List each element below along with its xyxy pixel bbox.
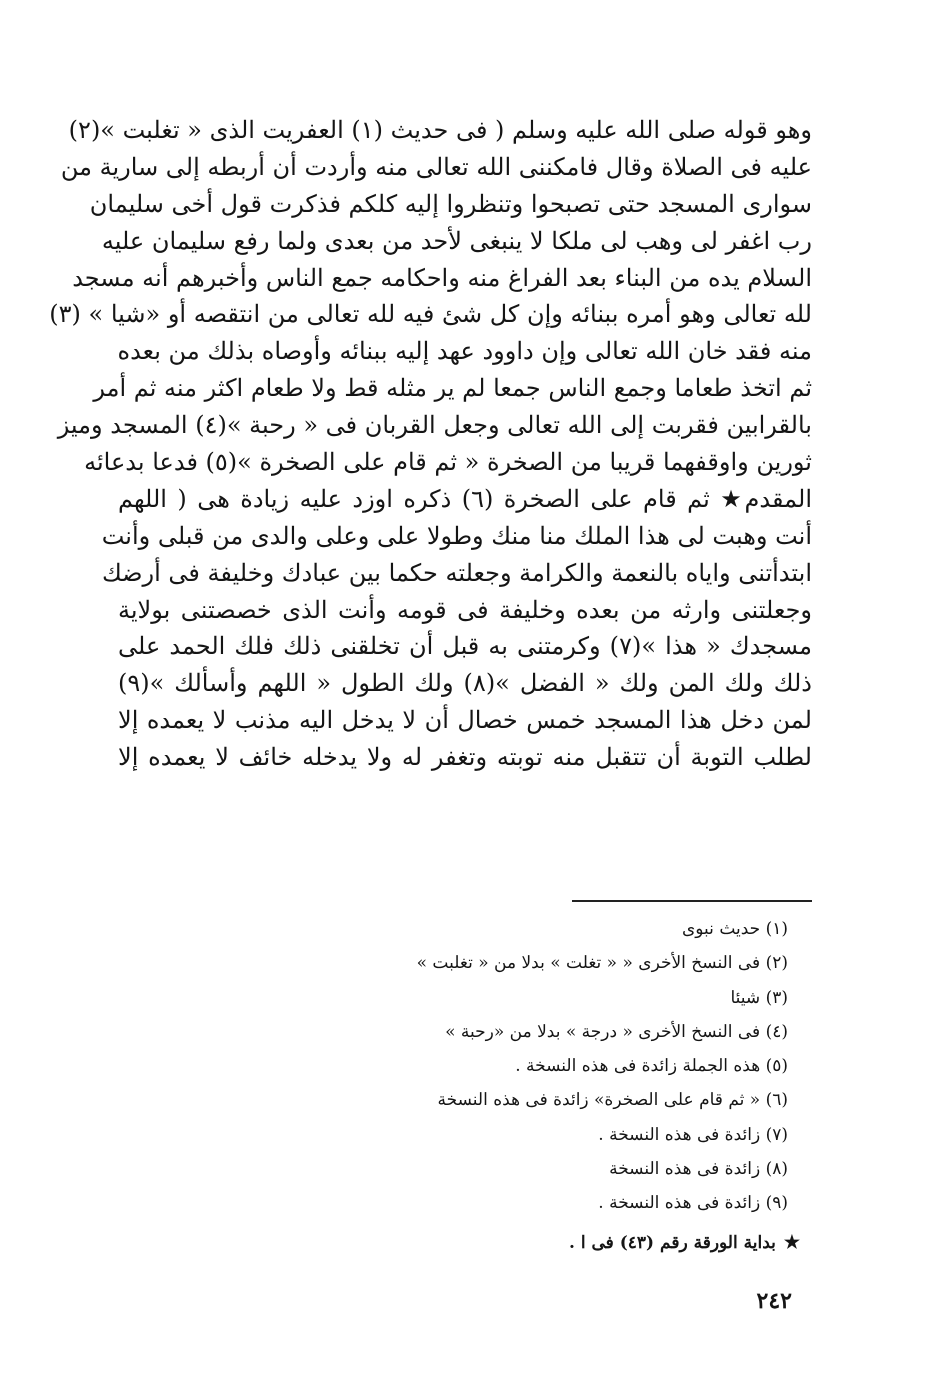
- text-line: ثورين واوقفهما قريبا من الصخرة « ثم قام على الصخرة »(٥) فدعا بدعائه: [84, 448, 812, 477]
- page-number: ٢٤٢: [756, 1288, 792, 1314]
- footnote-item: (٧) زائدة فى هذه النسخة .: [598, 1124, 788, 1145]
- text-line: ابتدأتنى واياه بالنعمة والكرامة وجعلته حكما بين عبادك وخليفة فى أرضك: [101, 558, 812, 587]
- text-line: وجعلتنى وارثه من بعده وخليفة فى قومه وأنت الذى خصصتنى بولاية: [118, 595, 812, 624]
- text-line: السلام يده من البناء بعد الفراغ منه واحكامه جمع الناس وأخبرهم أنه مسجد: [72, 263, 812, 292]
- text-line: مسجدك « هذا »(٧) وكرمتنى به قبل أن تخلقنى ذلك فلك الحمد على: [118, 632, 812, 661]
- text-line: لمن دخل هذا المسجد خمس خصال أن لا يدخل اليه مذنب لا يعمده إلا: [118, 706, 812, 735]
- text-line: عليه فى الصلاة وقال فامكننى الله تعالى منه وأردت أن أربطه إلى سارية من: [60, 152, 812, 181]
- text-line: ثم اتخذ طعاما وجمع الناس جمعا لم ير مثله قط ولا طعام اكثر منه ثم أمر: [93, 374, 812, 403]
- text-line: أنت وهبت لى هذا الملك منا منك وطولا على وعلى والدى من قبلى وأنت: [101, 521, 812, 550]
- main-text-block: [49, 112, 812, 776]
- text-line: بالقرابين فقربت إلى الله تعالى وجعل القربان فى « رحبة »(٤) المسجد وميز: [57, 411, 812, 440]
- footnote-item: (٦) « ثم قام على الصخرة» زائدة فى هذه النسخة: [437, 1090, 788, 1111]
- text-line: رب اغفر لى وهب لى ملكا لا ينبغى لأحد من بعدى ولما رفع سليمان عليه: [101, 226, 812, 255]
- star-icon: ★: [783, 1232, 800, 1253]
- folio-note: [569, 1228, 800, 1258]
- footnote-item: (٨) زائدة فى هذه النسخة: [609, 1159, 788, 1180]
- text-line: ذلك ولك المن ولك « الفضل »(٨) ولك الطول « اللهم وأسألك »(٩): [118, 669, 812, 698]
- text-line: المقدم★ ثم قام على الصخرة (٦) ذكره اوزد عليه زيادة هى ( اللهم: [118, 484, 812, 513]
- text-line: لطلب التوبة أن تتقبل منه توبته وتغفر له ولا يدخله خائف لا يعمده إلا: [118, 743, 812, 772]
- footnote-separator-rule: [572, 900, 812, 902]
- footnotes-list: [148, 912, 788, 1221]
- text-line: سوارى المسجد حتى تصبحوا وتنظروا إليه كلكم فذكرت قول أخى سليمان: [89, 189, 812, 218]
- folio-note-text: بداية الورقة رقم (٤٣) فى ا .: [569, 1233, 776, 1253]
- footnote-item: (١) حديث نبوى: [681, 919, 788, 939]
- footnote-item: (٥) هذه الجملة زائدة فى هذه النسخة .: [515, 1056, 788, 1077]
- footnote-item: (٤) فى النسخ الأخرى « درجة » بدلا من «رحبة »: [445, 1021, 788, 1042]
- text-line: وهو قوله صلى الله عليه وسلم ( فى حديث (١) العفريت الذى « تغلبت »(٢): [68, 116, 812, 144]
- footnote-item: (٩) زائدة فى هذه النسخة .: [598, 1193, 788, 1214]
- text-line: لله تعالى وهو أمره ببنائه وإن كل شئ فيه لله تعالى من انتقصه أو «شيا » (٣): [49, 300, 812, 329]
- footnote-item: (٣) شيئا: [730, 987, 788, 1008]
- footnote-item: (٢) فى النسخ الأخرى « « تغلت » بدلا من « تغلبت »: [416, 953, 788, 974]
- text-line: منه فقد خان الله تعالى وإن داوود عهد إليه ببنائه وأوصاه بذلك من بعده: [117, 337, 812, 366]
